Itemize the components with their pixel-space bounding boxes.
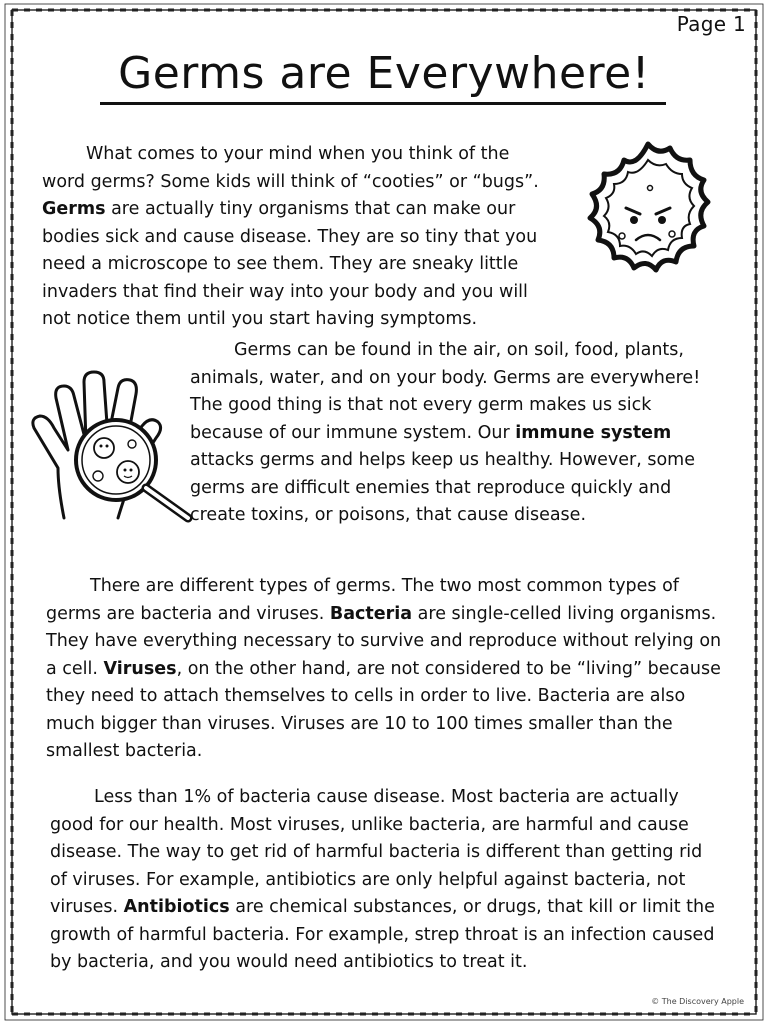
paragraph-bacteria-viruses: There are different types of germs. The two most common types of germs are bacteria and viruses. Bacteria are single-celled living organisms. They have everything necessary to survive and reproduce without relying on a cell. Viruses, on the other hand, are not considered to be “living” because they need to attach themselves to cells in order to live. Bacteria are also much bigger than viruses. Viruses are 10 to 100 times smaller than the smallest bacteria. (46, 576, 722, 761)
keyword-bacteria: Bacteria (329, 603, 413, 624)
copyright-notice: © The Discovery Apple (651, 997, 744, 1006)
paragraph-antibiotics: Less than 1% of bacteria cause disease. Most bacteria are actually good for our health. Most viruses, unlike bacteria, are harmful and cause disease. The way to get rid of harmful bacteria is different than getting rid of viruses. For example, antibiotics are only helpful against bacteria, not viruses. Antibiotics are chemical substances, or drugs, that kill or limit the growth of harmful bacteria. For example, strep throat is an infection caused by bacteria, and you would need antibiotics to treat it. (50, 787, 715, 972)
angry-germ-icon (568, 138, 728, 298)
page-number: Page 1 (676, 12, 746, 36)
keyword-viruses: Viruses (103, 658, 177, 679)
keyword-germs: Germs (42, 199, 106, 219)
keyword-immune-system: immune system (515, 422, 672, 443)
paragraph-germs-intro: What comes to your mind when you think of the word germs? Some kids will think of “cooties” or “bugs”. Germs are actually tiny organisms that can make our bodies sick and cause disease. They are so tiny that you need a microscope to see them. They are sneaky little invaders that find their way into your body and you will not notice them until you start having symptoms. (42, 144, 539, 329)
keyword-antibiotics: Antibiotics (123, 897, 230, 917)
hand-with-magnifier-icon (28, 368, 196, 534)
title-underline (100, 102, 666, 105)
page-title: Germs are Everywhere! (118, 48, 650, 99)
paragraph-immune-system: Germs can be found in the air, on soil, food, plants, animals, water, and on your body. Germs are everywhere! The good thing is that not every germ makes us sick because of our immune system. Our immune system attacks germs and helps keep us healthy. However, some germs are difficult enemies that reproduce quickly and create toxins, or poisons, that cause disease. (190, 340, 701, 525)
